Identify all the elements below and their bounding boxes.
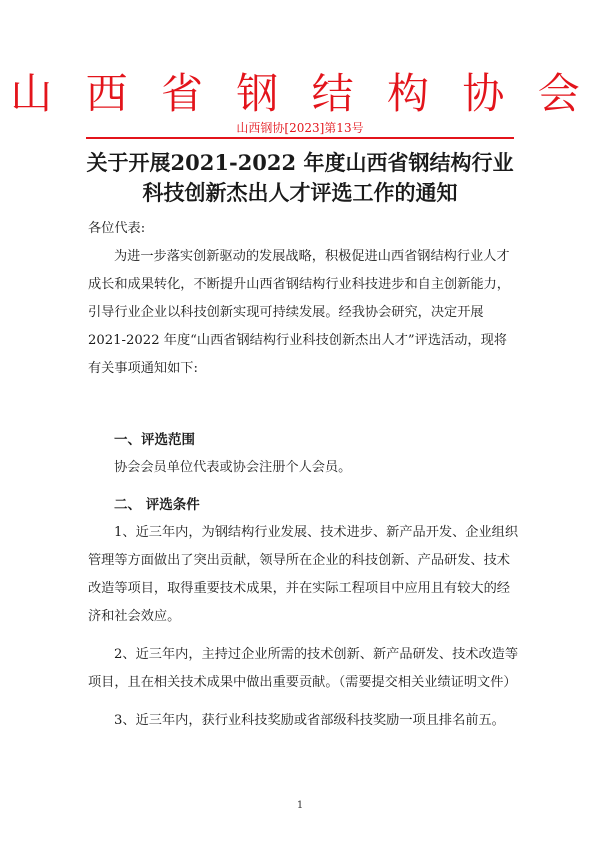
section-2: [88, 491, 520, 735]
section-paragraph: 1、近三年内，为钢结构行业发展、技术进步、新产品开发、企业组织管理等方面做出了突出贡献，领导所在企业的科技创新、产品研发、技术改造等项目，取得重要技术成果，并在实际工程项目中应用且有较大的经济和社会效应。: [88, 525, 519, 624]
salutation: 各位代表:: [88, 221, 146, 236]
section-paragraph: 协会会员单位代表或协会注册个人会员。: [114, 460, 352, 475]
header-rule: [86, 137, 514, 139]
document-body: [88, 215, 520, 383]
organization-name: 山 西 省 钢 结 构 协 会: [10, 69, 590, 118]
intro-paragraph: 为进一步落实创新驱动的发展战略，积极促进山西省钢结构行业人才成长和成果转化，不断提升山西省钢结构行业科技进步和自主创新能力，引导行业企业以科技创新实现可持续发展。经我协会研究，决定开展 2021-2022 年度“山西省钢结构行业科技创新杰出人才”评选活动，现将有关事项通知如下:: [88, 249, 510, 376]
document-number: [0, 120, 600, 136]
section-paragraph: 2、近三年内，主持过企业所需的技术创新、新产品研发、技术改造等项目，且在相关技术成果中做出重要贡献。（需要提交相关业绩证明文件）: [88, 647, 519, 690]
section-heading: 二、 评选条件: [114, 497, 200, 513]
section-1: [88, 426, 520, 482]
document-title: [60, 148, 540, 208]
title-line-1: 关于开展2021-2022 年度山西省钢结构行业: [86, 150, 514, 175]
page-number: 1: [296, 800, 304, 811]
section-paragraph: 3、近三年内，获行业科技奖励或省部级科技奖励一项且排名前五。: [114, 713, 505, 728]
document-number-text: 山西钢协[2023]第13号: [233, 121, 366, 135]
title-line-2: 科技创新杰出人才评选工作的通知: [142, 180, 458, 205]
section-heading: 一、评选范围: [114, 432, 195, 448]
